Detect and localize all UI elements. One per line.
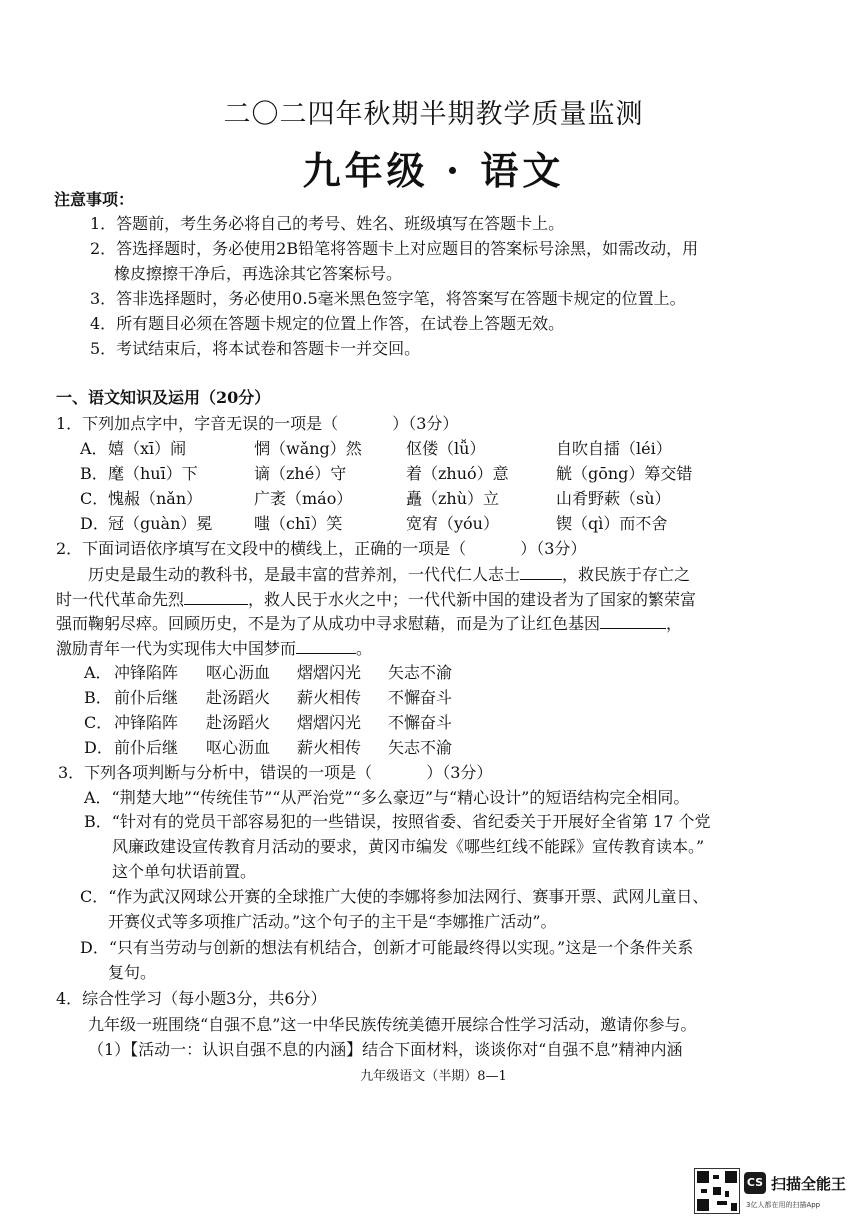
- q1-option-a-1: 嬉（xī）闹: [108, 439, 187, 458]
- section-heading: 一、语文知识及运用（20分）: [56, 388, 271, 407]
- q1-option-a-label: A．: [80, 439, 108, 458]
- camscanner-name: 扫描全能王: [771, 1175, 847, 1193]
- q1-option-c-4: 山肴野蔌（sù）: [556, 489, 671, 508]
- q2-passage-text: ，救民族于存亡之: [562, 565, 691, 584]
- q2-passage-text: 强而鞠躬尽瘁。回顾历史，不是为了从成功中寻求慰藉，而是为了让红色基因: [56, 614, 601, 633]
- q1-stem-text: 1．下列加点字中，字音无误的一项是（: [56, 414, 339, 433]
- q2-option-a-3: 熠熠闪光: [297, 663, 362, 682]
- q1-option-c-3: 矗（zhù）立: [406, 489, 500, 508]
- q3-stem-text: 3．下列各项判断与分析中，错误的一项是（: [58, 763, 373, 782]
- q2-stem: [56, 539, 586, 559]
- q2-option-b-4: 不懈奋斗: [388, 688, 453, 707]
- q2-option-c-4: 不懈奋斗: [388, 713, 453, 732]
- q2-option-a-label: A．: [84, 663, 112, 682]
- q1-option-c-2: 广袤（máo）: [254, 489, 353, 508]
- q2-option-c-1: 冲锋陷阵: [114, 713, 179, 732]
- camscanner-logo-icon: CS: [744, 1172, 766, 1194]
- q2-option-b-3: 薪火相传: [297, 688, 362, 707]
- subject-title: 九年级 · 语文: [302, 148, 565, 193]
- q2-option-c-3: 熠熠闪光: [297, 713, 362, 732]
- q2-option-d-1: 前仆后继: [114, 738, 179, 757]
- answer-blank: [184, 590, 248, 605]
- q2-passage-text: 激励青年一代为实现伟大中国梦而: [56, 639, 297, 658]
- q4-intro: 九年级一班围绕“自强不息”这一中华民族传统美德开展综合性学习活动，邀请你参与。: [88, 1015, 697, 1034]
- answer-blank: [600, 614, 666, 629]
- camscanner-tagline: 3亿人都在用的扫描App: [746, 1201, 821, 1209]
- q2-passage-text: ，: [666, 614, 683, 633]
- q1-option-a-2: 惘（wǎng）然: [254, 439, 362, 458]
- q1-option-d-1: 冠（guàn）冕: [108, 514, 213, 533]
- exam-title: 二〇二四年秋期半期教学质量监测: [223, 99, 644, 130]
- q2-option-b-1: 前仆后继: [114, 688, 179, 707]
- q1-stem: [56, 414, 458, 434]
- q1-option-b-1: 麾（huī）下: [108, 464, 198, 483]
- q2-option-b-2: 赴汤蹈火: [206, 688, 271, 707]
- q1-option-d-2: 嗤（chī）笑: [254, 514, 343, 533]
- q2-passage-text: 历史是最生动的教科书，是最丰富的营养剂，一代代仁人志士: [88, 565, 521, 584]
- q2-passage-line-4: [56, 639, 372, 659]
- answer-blank: [296, 639, 356, 654]
- notice-item-1: 1．答题前，考生务必将自己的考号、姓名、班级填写在答题卡上。: [90, 214, 565, 233]
- notice-heading: 注意事项：: [54, 190, 135, 209]
- q2-passage-text: ，救人民于水火之中；一代代新中国的建设者为了国家的繁荣富: [248, 590, 697, 609]
- q2-option-a-2: 呕心沥血: [206, 663, 271, 682]
- q4-stem: 4．综合性学习（每小题3分，共6分）: [56, 989, 327, 1008]
- notice-item-2-cont: 橡皮擦擦干净后，再选涂其它答案标号。: [114, 264, 403, 283]
- q2-passage-line-1: [88, 565, 690, 585]
- q2-passage-text: 。: [356, 639, 373, 658]
- q2-passage-line-3: [56, 614, 682, 634]
- q3-score: ）（3分）: [426, 763, 493, 782]
- q3-option-b-line-2: 风廉政建设宣传教育月活动的要求，黄冈市编发《哪些红线不能踩》宣传教育读本。”: [112, 837, 705, 856]
- notice-item-3: 3．答非选择题时，务必使用0.5毫米黑色签字笔，将答案写在答题卡规定的位置上。: [90, 289, 686, 308]
- q3-stem: [58, 763, 492, 783]
- q2-option-d-4: 矢志不渝: [388, 738, 453, 757]
- q1-option-b-3: 着（zhuó）意: [406, 464, 509, 483]
- q1-option-d-label: D．: [80, 514, 109, 533]
- q3-option-a: A．“荆楚大地”“传统佳节”“从严治党”“多么豪迈”与“精心设计”的短语结构完全相同。: [84, 788, 690, 807]
- q2-passage-text: 时一代代革命先烈: [56, 590, 185, 609]
- q2-option-d-2: 呕心沥血: [206, 738, 271, 757]
- q1-option-b-2: 谪（zhé）守: [254, 464, 347, 483]
- q1-option-c-label: C．: [80, 489, 109, 508]
- q1-option-b-label: B．: [80, 464, 108, 483]
- notice-item-5: 5．考试结束后，将本试卷和答题卡一并交回。: [90, 339, 421, 358]
- page-footer: 九年级语文（半期）8—1: [360, 1069, 507, 1084]
- q2-option-b-label: B．: [84, 688, 112, 707]
- q1-option-b-4: 觥（gōng）筹交错: [556, 464, 693, 483]
- q1-score: ）（3分）: [392, 414, 459, 433]
- q2-option-c-label: C．: [84, 713, 113, 732]
- q3-option-b-line-1: B．“针对有的党员干部容易犯的一些错误，按照省委、省纪委关于开展好全省第 17 个党: [84, 812, 711, 831]
- q3-option-d-line-2: 复句。: [108, 963, 157, 982]
- q1-option-a-3: 伛偻（lǚ）: [406, 439, 486, 458]
- q1-option-a-4: 自吹自擂（léi）: [556, 439, 672, 458]
- q3-option-c-line-1: C．“作为武汉网球公开赛的全球推广大使的李娜将参加法网行、赛事开票、武网儿童日、: [80, 887, 709, 906]
- q3-option-c-line-2: 开赛仪式等多项推广活动。”这个句子的主干是“李娜推广活动”。: [108, 912, 557, 931]
- notice-item-2: 2．答选择题时，务必使用2B铅笔将答题卡上对应题目的答案标号涂黑，如需改动，用: [90, 239, 699, 258]
- q2-option-a-1: 冲锋陷阵: [114, 663, 179, 682]
- q2-option-c-2: 赴汤蹈火: [206, 713, 271, 732]
- q3-option-d-line-1: D．“只有当劳动与创新的想法有机结合，创新才可能最终得以实现。”这是一个条件关系: [80, 938, 694, 957]
- q3-option-b-line-3: 这个单句状语前置。: [112, 862, 257, 881]
- q1-option-d-3: 宽宥（yóu）: [406, 514, 499, 533]
- q2-stem-text: 2．下面词语依序填写在文段中的横线上，正确的一项是（: [56, 539, 467, 558]
- answer-blank: [520, 565, 562, 580]
- q2-passage-line-2: [56, 590, 696, 610]
- qr-code-icon: [694, 1168, 740, 1214]
- q1-option-d-4: 锲（qì）而不舍: [556, 514, 668, 533]
- q2-option-d-label: D．: [84, 738, 113, 757]
- q2-option-a-4: 矢志不渝: [388, 663, 453, 682]
- q2-score: ）（3分）: [520, 539, 587, 558]
- q2-option-d-3: 薪火相传: [297, 738, 362, 757]
- q1-option-c-1: 愧赧（nǎn）: [108, 489, 203, 508]
- q4-subquestion-1: （1）【活动一：认识自强不息的内涵】结合下面材料，谈谈你对“自强不息”精神内涵: [88, 1040, 683, 1059]
- notice-item-4: 4．所有题目必须在答题卡规定的位置上作答，在试卷上答题无效。: [90, 314, 565, 333]
